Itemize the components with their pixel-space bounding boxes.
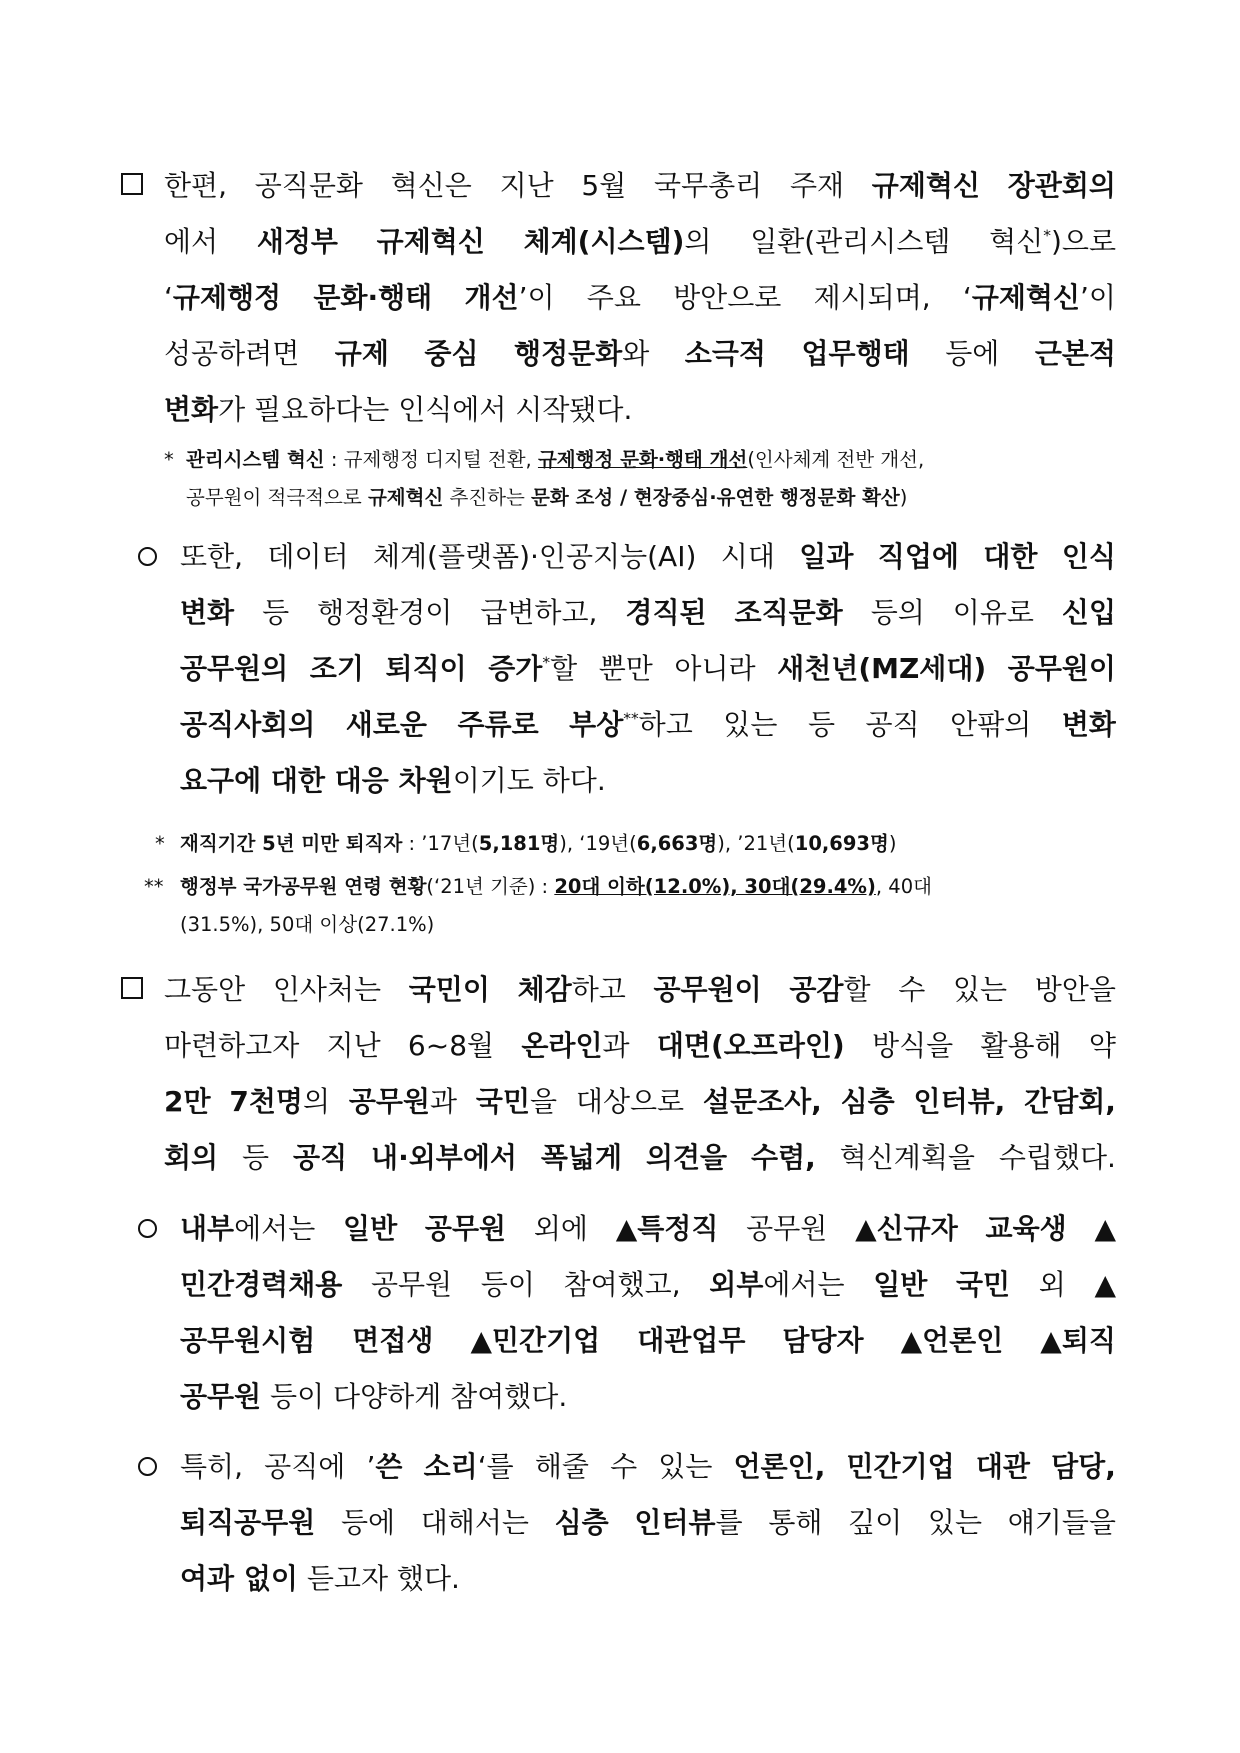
word: 민간경력채용: [180, 1268, 343, 1301]
word: 공직사회의: [180, 708, 316, 741]
word: 공직: [293, 1141, 348, 1174]
footnote-3-line-2: (31.5%), 50대 이상(27.1%): [180, 913, 435, 936]
word: 교육생: [985, 1212, 1067, 1245]
word: 조기: [309, 652, 364, 685]
sub-item-3-line-2: [180, 1501, 1116, 1545]
word: 뿐만: [598, 652, 653, 685]
word: 혁신*)으로: [989, 225, 1116, 258]
word: 내부에서는: [180, 1212, 316, 1245]
word: 규제혁신: [376, 225, 485, 258]
word: 있는: [927, 1506, 983, 1539]
word: 대한: [983, 540, 1038, 573]
word: 수: [610, 1450, 638, 1483]
word: 특히,: [180, 1450, 243, 1483]
word: ▲언론인: [900, 1324, 1004, 1357]
word: 인사처는: [272, 973, 382, 1006]
word: 간담회,: [1024, 1085, 1116, 1118]
sub-item-1-line-1: [180, 535, 1116, 579]
sub-item-2-line-3: [180, 1319, 1116, 1363]
word: 약: [1088, 1029, 1116, 1062]
word: 일반: [873, 1268, 928, 1301]
word: 통해: [768, 1506, 823, 1539]
word: 그동안: [164, 973, 246, 1006]
word: ‘규제행정: [164, 281, 282, 314]
word: 인터뷰를: [634, 1506, 743, 1539]
word: 민간기업: [846, 1450, 955, 1483]
sub-item-1-line-3: [180, 647, 1116, 691]
word: 변화: [180, 596, 235, 629]
word: 설문조사,: [702, 1085, 822, 1118]
word: 업무행태: [801, 337, 910, 370]
word: 공직문화: [254, 169, 363, 202]
word: 지난: [499, 169, 554, 202]
word: 7천명의: [229, 1085, 331, 1118]
word: 주요: [586, 281, 641, 314]
word: 등의: [870, 596, 925, 629]
section-2-line-3: [164, 1080, 1116, 1124]
word: 공무원시험: [180, 1324, 316, 1357]
footnote-star: *: [164, 448, 174, 471]
word: 중심: [424, 337, 479, 370]
word: 공무원: [746, 1212, 828, 1245]
word: 소리‘를: [423, 1450, 514, 1483]
circle-marker: [138, 535, 157, 579]
footnote-star: *: [155, 832, 165, 855]
word: 있는: [952, 973, 1008, 1006]
word: 있는: [723, 708, 778, 741]
word: 대상으로: [575, 1085, 685, 1118]
word: 해줄: [534, 1450, 589, 1483]
word: 소극적: [684, 337, 766, 370]
word: 공무원이: [1007, 652, 1116, 685]
word: 얘기들을: [1007, 1506, 1116, 1539]
word: 퇴직공무원: [180, 1506, 316, 1539]
word: 근본적: [1034, 337, 1116, 370]
word: 장관회의: [1007, 169, 1116, 202]
word: 지난: [326, 1029, 381, 1062]
word: 행정문화와: [514, 337, 650, 370]
word: 변화: [1061, 708, 1116, 741]
word: 외부에서는: [709, 1268, 845, 1301]
word: 신입: [1061, 596, 1116, 629]
word: 인식: [1061, 540, 1116, 573]
word: 심층: [554, 1506, 609, 1539]
word: 시대: [720, 540, 775, 573]
word: 증가*할: [488, 652, 578, 685]
word: 6~8월: [407, 1029, 495, 1062]
word: 아니라: [674, 652, 756, 685]
word: 혁신계획을: [839, 1141, 975, 1174]
word: 급변하고,: [480, 596, 598, 629]
word: 국민이: [408, 973, 490, 1006]
word: 공직: [865, 708, 920, 741]
word: 공감할: [789, 973, 871, 1006]
word: 등에: [945, 337, 1000, 370]
word: 조직문화: [734, 596, 843, 629]
word: 개선’이: [464, 281, 555, 314]
word: 등에: [340, 1506, 396, 1539]
circle-marker: [138, 1445, 157, 1489]
word: 공직에: [264, 1450, 346, 1483]
word: 국민: [955, 1268, 1011, 1301]
section-2-line-4: [164, 1136, 1116, 1180]
word: 대관업무: [637, 1324, 746, 1357]
sub-item-1-line-5: 요구에 대한 대응 차원이기도 하다.: [180, 764, 606, 797]
word: 회의: [164, 1141, 219, 1174]
word: 국민을: [475, 1085, 558, 1118]
section-2-line-1: [164, 968, 1116, 1012]
word: 주재: [789, 169, 845, 202]
word: 일환(관리시스템: [750, 225, 951, 258]
footnote-1-line-1: 관리시스템 혁신 : 규제행정 디지털 전환, 규제행정 문화·행태 개선(인사체계 전반 개선,: [186, 448, 925, 471]
word: 공무원: [370, 1268, 453, 1301]
checkbox-marker: [121, 164, 143, 208]
word: 일과: [799, 540, 854, 573]
word: 국무총리: [654, 169, 763, 202]
word: 공무원의: [180, 652, 289, 685]
word: 폭넓게: [540, 1141, 623, 1174]
word: 담당,: [1051, 1450, 1116, 1483]
word: 경직된: [625, 596, 707, 629]
word: 새정부: [256, 225, 338, 258]
section-1-line-3: [164, 276, 1116, 320]
word: 담당자: [782, 1324, 864, 1357]
word: 온라인과: [521, 1029, 630, 1062]
word: 부상**하고: [569, 708, 693, 741]
word: 한편,: [164, 169, 227, 202]
section-1-line-1: [164, 164, 1116, 208]
word: ▲: [1094, 1268, 1116, 1301]
word: 공무원과: [348, 1085, 458, 1118]
word: 등: [807, 708, 835, 741]
word: 혁신은: [390, 169, 472, 202]
word: 수립했다.: [998, 1141, 1116, 1174]
word: ▲신규자: [855, 1212, 958, 1245]
sub-item-2-line-4: 공무원 등이 다양하게 참여했다.: [180, 1380, 568, 1413]
sub-item-3-line-3: 여과 없이 듣고자 했다.: [180, 1562, 460, 1595]
sub-item-2-line-1: [180, 1207, 1116, 1251]
footnote-2-line: 재직기간 5년 미만 퇴직자 : ’17년(5,181명), ‘19년(6,663명), ’21년(10,693명): [180, 832, 897, 855]
section-2-line-2: [164, 1024, 1116, 1068]
word: 체감하고: [517, 973, 626, 1006]
word: 방안을: [1034, 973, 1116, 1006]
word: ▲: [1094, 1212, 1116, 1245]
word: 수렴,: [751, 1141, 816, 1174]
word: 외: [1038, 1268, 1066, 1301]
word: 깊이: [848, 1506, 903, 1539]
word: 퇴직이: [385, 652, 467, 685]
word: 주류로: [457, 708, 539, 741]
word: 새로운: [345, 708, 427, 741]
sub-item-1-line-2: [180, 591, 1116, 635]
word: 수: [898, 973, 926, 1006]
word: 대면(오프라인): [656, 1029, 845, 1062]
word: ▲퇴직: [1040, 1324, 1116, 1357]
word: 이유로: [952, 596, 1034, 629]
word: 방안으로: [673, 281, 782, 314]
word: ’쓴: [366, 1450, 403, 1483]
word: 등: [262, 596, 290, 629]
word: 인터뷰,: [913, 1085, 1006, 1118]
sub-item-3-line-1: [180, 1445, 1116, 1489]
word: 규제혁신: [871, 169, 980, 202]
word: 외에: [533, 1212, 588, 1245]
word: 공무원이: [653, 973, 762, 1006]
word: ‘규제혁신’이: [962, 281, 1116, 314]
word: 규제: [334, 337, 389, 370]
word: 새천년(MZ세대): [777, 652, 987, 685]
word: 등이: [480, 1268, 535, 1301]
word: ▲민간기업: [470, 1324, 601, 1357]
word: 면접생: [352, 1324, 434, 1357]
footnote-1-line-2: 공무원이 적극적으로 규제혁신 추진하는 문화 조성 / 현장중심·유연한 행정문화 확산): [186, 486, 908, 509]
word: 대해서는: [420, 1506, 529, 1539]
word: 등: [242, 1141, 270, 1174]
word: 행정환경이: [317, 596, 453, 629]
footnote-double-star: **: [144, 875, 164, 898]
word: 안팎의: [950, 708, 1032, 741]
word: 심층: [840, 1085, 895, 1118]
word: 의견을: [645, 1141, 728, 1174]
word: 언론인,: [733, 1450, 826, 1483]
word: 체계(시스템)의: [523, 225, 712, 258]
word: ▲특정직: [615, 1212, 719, 1245]
word: 또한,: [180, 540, 243, 573]
section-1-line-4: [164, 332, 1116, 376]
checkbox-marker: [121, 968, 143, 1012]
word: 에서: [164, 225, 219, 258]
word: 방식을: [872, 1029, 954, 1062]
footnote-3-line-1: 행정부 국가공무원 연령 현황(‘21년 기준) : 20대 이하(12.0%), 30대(29.4%), 40대: [180, 875, 932, 898]
word: 문화·행태: [313, 281, 433, 314]
word: 활용해: [980, 1029, 1062, 1062]
sub-item-2-line-2: [180, 1263, 1116, 1307]
word: 성공하려면: [164, 337, 300, 370]
word: 마련하고자: [164, 1029, 300, 1062]
word: 데이터: [267, 540, 349, 573]
word: 2만: [164, 1085, 211, 1118]
word: 내·외부에서: [371, 1141, 517, 1174]
sub-item-1-line-4: [180, 703, 1116, 747]
circle-marker: [138, 1207, 157, 1251]
word: 대관: [975, 1450, 1030, 1483]
word: 직업에: [877, 540, 959, 573]
word: 일반: [343, 1212, 398, 1245]
word: 공무원: [424, 1212, 507, 1245]
word: 체계(플랫폼)·인공지능(AI): [372, 540, 697, 573]
section-1-line-2: [164, 220, 1116, 264]
section-1-line-5: 변화가 필요하다는 인식에서 시작됐다.: [164, 393, 633, 426]
word: 참여했고,: [563, 1268, 681, 1301]
word: 제시되며,: [813, 281, 931, 314]
word: 있는: [658, 1450, 713, 1483]
word: 5월: [581, 169, 627, 202]
